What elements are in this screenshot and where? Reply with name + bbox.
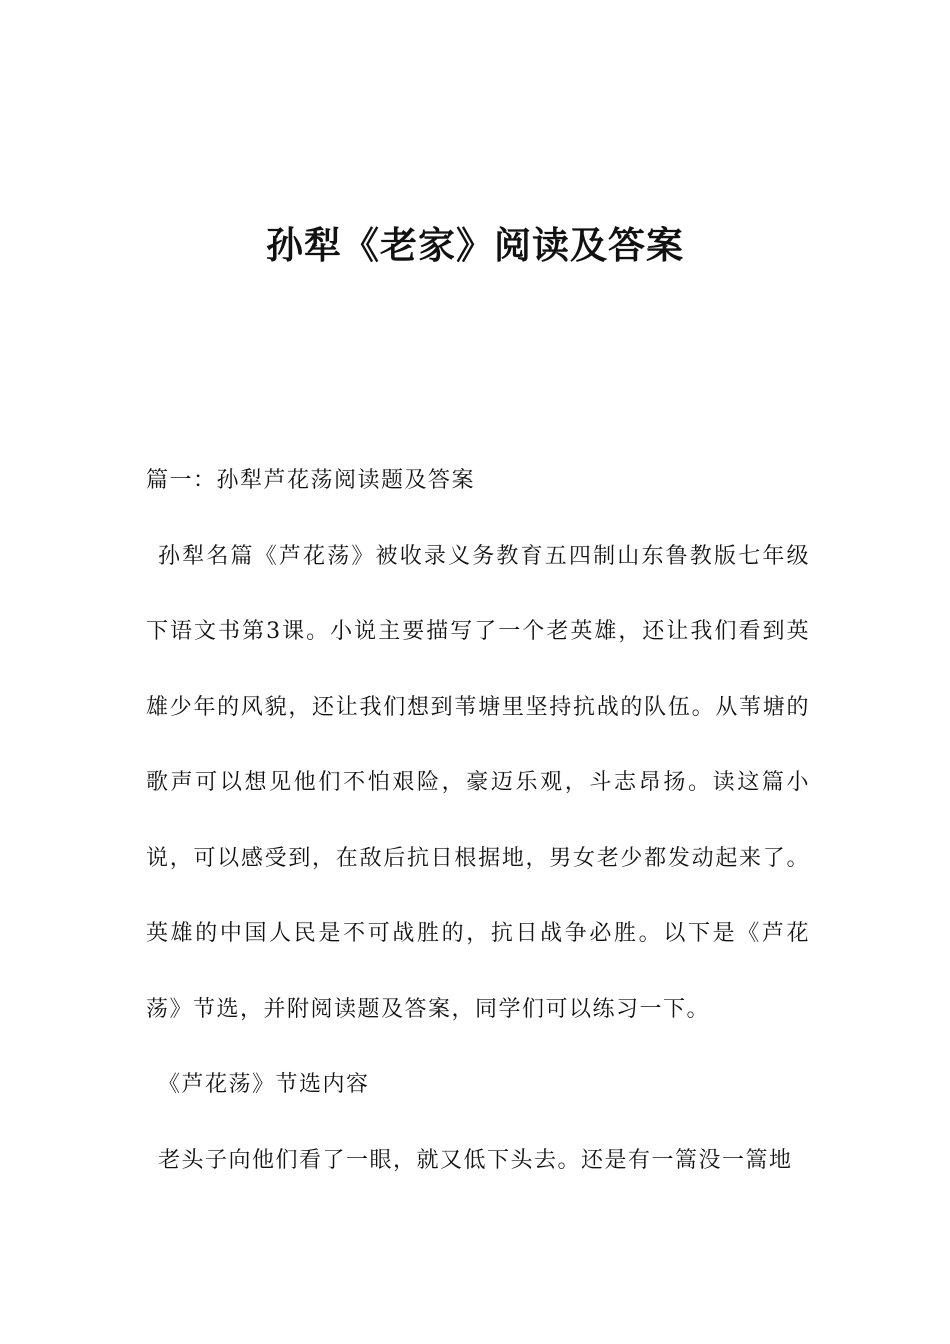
document-title: 孙犁《老家》阅读及答案 (266, 224, 684, 267)
document-body (146, 443, 810, 1198)
section-heading: 篇一：孙犁芦花荡阅读题及答案 (146, 468, 476, 493)
excerpt-paragraph: 老头子向他们看了一眼，就又低下头去。还是有一篙没一篙地 (158, 1147, 793, 1173)
excerpt-heading: 《芦花荡》节选内容 (158, 1072, 370, 1097)
intro-paragraph: 孙犁名篇《芦花荡》被收录义务教育五四制山东鲁教版七年级下语文书第3课。小说主要描写了一个老英雄，还让我们看到英雄少年的风貌，还让我们想到苇塘里坚持抗战的队伍。从苇塘的歌声可以想见他们不怕艰险，豪迈乐观，斗志昂扬。读这篇小说，可以感受到，在敌后抗日根据地，男女老少都发动起来了。英雄的中国人民是不可战胜的，抗日战争必胜。以下是《芦花荡》节选，并附阅读题及答案，同学们可以练习一下。 (146, 543, 810, 1022)
